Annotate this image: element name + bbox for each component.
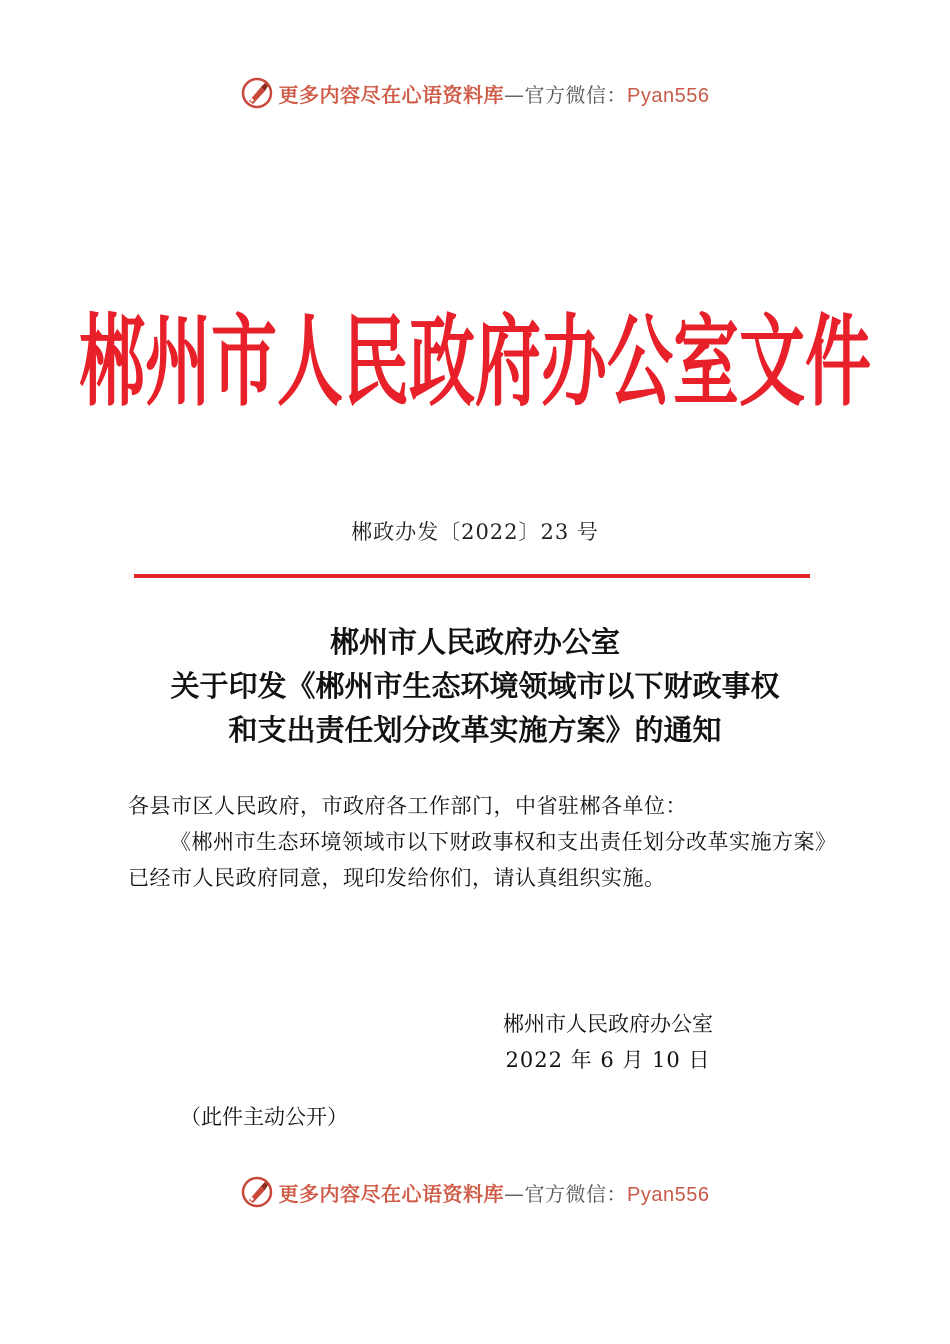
watermark-brand: 更多内容尽在心语资料库	[278, 1181, 505, 1206]
issue-date: 2022 年 6 月 10 日	[505, 1048, 711, 1072]
public-disclosure-note: （此件主动公开）	[180, 1105, 348, 1129]
body-paragraph: 《郴州市生态环境领域市以下财政事权和支出责任划分改革实施方案》已经市人民政府同意，现印发给你们，请认真组织实施。	[128, 830, 826, 890]
pen-logo-icon	[241, 1176, 273, 1208]
issuing-office: 郴州市人民政府办公室	[503, 1012, 713, 1036]
bottom-watermark	[0, 1172, 950, 1212]
watermark-dash: —	[504, 82, 525, 107]
watermark-text	[279, 79, 710, 108]
notice-title-line-3: 和支出责任划分改革实施方案》的通知	[228, 713, 722, 747]
watermark-label: 官方微信：	[524, 82, 628, 107]
watermark-id: Pyan556	[627, 84, 710, 107]
watermark-brand: 更多内容尽在心语资料库	[278, 82, 505, 107]
notice-title	[0, 620, 950, 752]
watermark-dash: —	[504, 1181, 525, 1206]
pen-logo-icon	[241, 77, 273, 109]
watermark-text	[279, 1178, 710, 1207]
watermark-label: 官方微信：	[524, 1181, 628, 1206]
masthead-title: 郴州市人民政府办公室文件	[79, 304, 871, 420]
top-watermark	[0, 73, 950, 113]
watermark-id: Pyan556	[627, 1183, 710, 1206]
red-separator-rule	[134, 574, 810, 578]
salutation: 各县市区人民政府，市政府各工作部门，中省驻郴各单位：	[128, 794, 687, 818]
notice-title-line-1: 郴州市人民政府办公室	[329, 625, 620, 659]
document-number: 郴政办发〔2022〕23 号	[351, 520, 599, 544]
notice-title-line-2: 关于印发《郴州市生态环境领域市以下财政事权	[170, 669, 780, 703]
signature-block	[478, 1006, 738, 1078]
notice-body	[128, 788, 828, 896]
